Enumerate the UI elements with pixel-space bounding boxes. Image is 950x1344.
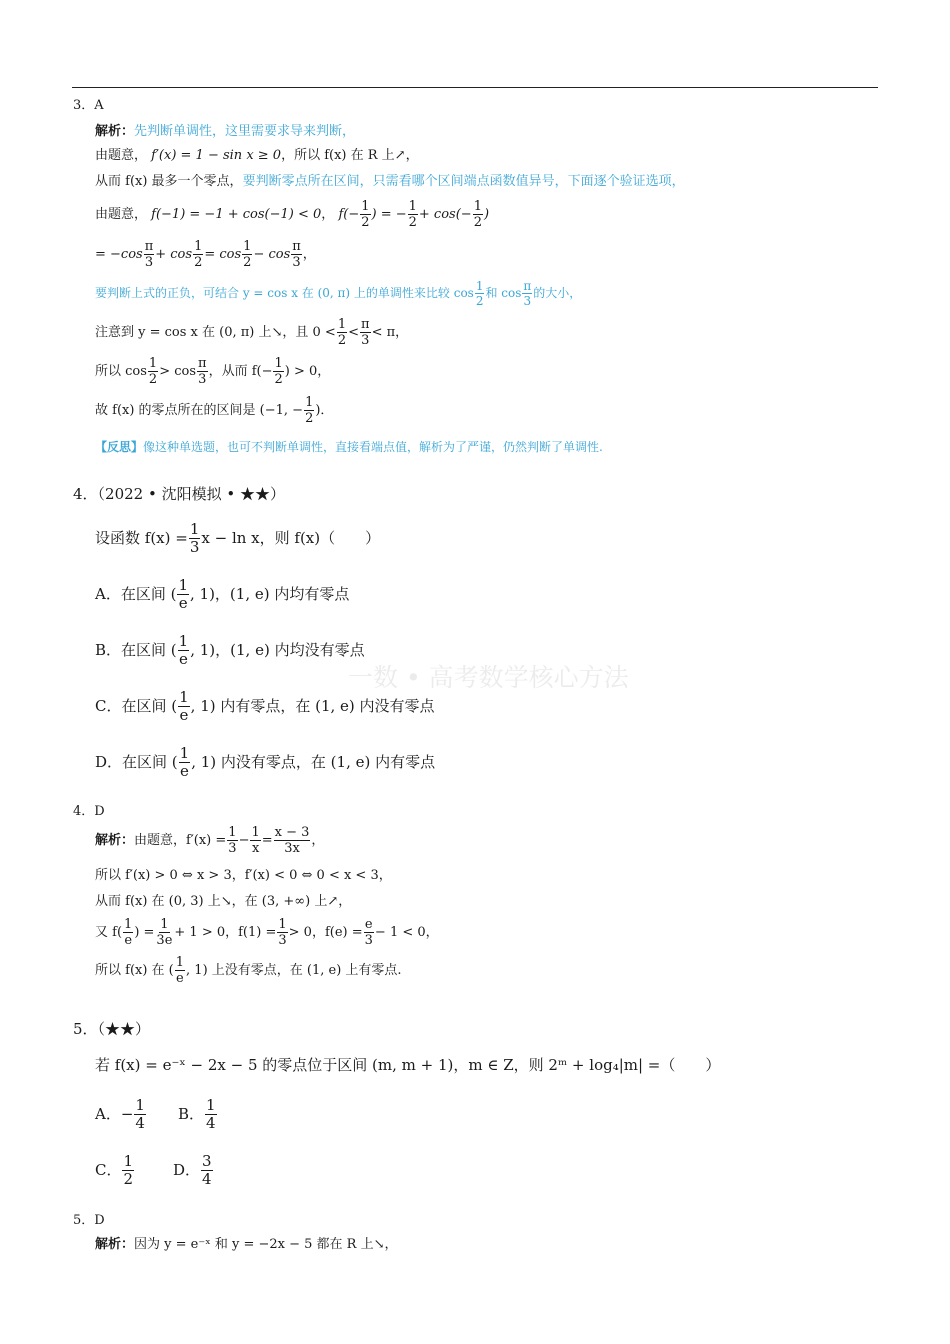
text: x − ln x，则 f(x)（ ） bbox=[201, 528, 381, 547]
q4-answer-line-3: 从而 f(x) 在 (0, 3) 上↘，在 (3, +∞) 上↗， bbox=[95, 894, 352, 909]
q3-line-8 bbox=[95, 394, 333, 426]
fraction: $\frac{\pi}{3}$ bbox=[292, 238, 301, 270]
q3-line-6 bbox=[95, 316, 408, 348]
note-text: 的大小， bbox=[533, 286, 582, 300]
formula: f(− bbox=[338, 206, 360, 222]
fraction: $\frac{\pi}{3}$ bbox=[361, 316, 370, 348]
text: )． bbox=[315, 402, 334, 418]
q5-answer-line-1 bbox=[95, 1238, 397, 1251]
q3-line-1 bbox=[95, 149, 419, 162]
fraction: $\frac{\pi}{3}$ bbox=[198, 355, 207, 387]
fraction: $\frac{1}{e}$ bbox=[178, 575, 188, 612]
fraction: $\frac{1}{2}$ bbox=[274, 355, 283, 387]
option-text: , 1) 内没有零点，在 (1, e) 内有零点 bbox=[191, 752, 436, 771]
q4-answer-line-2: 所以 f′(x) > 0 ⇔ x > 3，f′(x) < 0 ⇔ 0 < x < 3， bbox=[95, 868, 392, 883]
text: < π， bbox=[371, 324, 409, 340]
formula: = −cos bbox=[95, 246, 143, 262]
fraction: $\frac{1}{2}$ bbox=[475, 278, 484, 308]
formula: + cos(− bbox=[418, 206, 472, 222]
text: + 1 > 0，f(1) = bbox=[174, 924, 277, 940]
q5-option-b[interactable] bbox=[178, 1095, 218, 1133]
text: 由题意， bbox=[95, 148, 148, 163]
formula: f(−1) = −1 + cos(−1) < 0 bbox=[151, 206, 322, 222]
option-text: , 1)，(1, e) 内均没有零点 bbox=[190, 640, 365, 659]
formula: f′(x) = 1 − sin x ≥ 0 bbox=[151, 148, 282, 163]
text: , 1) 上没有零点，在 (1, e) 上有零点. bbox=[186, 962, 402, 978]
text: 从而 f(x) 最多一个零点， bbox=[95, 174, 243, 189]
fraction: $\frac{\pi}{3}$ bbox=[144, 238, 154, 270]
fraction: $\frac{1}{3e}$ bbox=[156, 916, 173, 948]
q4-answer-line-5 bbox=[95, 954, 402, 986]
q5-option-c[interactable] bbox=[95, 1151, 135, 1189]
analysis-label: 解析： bbox=[95, 1237, 135, 1252]
q3-line-7 bbox=[95, 355, 330, 387]
fraction: $\frac{1}{e}$ bbox=[175, 954, 185, 986]
fraction: $\frac{\pi}{3}$ bbox=[523, 278, 532, 308]
q3-line-4 bbox=[95, 238, 316, 270]
option-text: C．在区间 ( bbox=[95, 696, 178, 715]
text: 所以 f(x) 在 ( bbox=[95, 962, 174, 978]
formula: − cos bbox=[253, 246, 291, 262]
fraction: $\frac{1}{2}$ bbox=[148, 355, 158, 387]
formula: ) bbox=[483, 206, 490, 222]
top-rule bbox=[72, 87, 878, 88]
text: − 1 < 0， bbox=[374, 924, 439, 940]
note-text: 要判断上式的正负，可结合 y = cos x 在 (0, π) 上的单调性来比较 cos bbox=[95, 286, 474, 300]
option-text: D． bbox=[173, 1160, 201, 1179]
fraction: $\frac{1}{e}$ bbox=[179, 743, 190, 780]
analysis-label: 解析： bbox=[95, 832, 135, 848]
formula: = cos bbox=[204, 246, 242, 262]
text: ， bbox=[311, 832, 325, 848]
analysis-label: 解析： bbox=[95, 124, 135, 139]
q3-line-5 bbox=[95, 277, 581, 309]
text: 由题意， bbox=[95, 206, 148, 222]
fraction: $\frac{1}{2}$ bbox=[243, 238, 252, 270]
text: ) = bbox=[134, 924, 155, 940]
q3-line-3 bbox=[95, 198, 489, 230]
option-text: A．− bbox=[95, 1104, 134, 1123]
fraction: $\frac{1}{3}$ bbox=[189, 519, 200, 556]
q4-option-a[interactable] bbox=[95, 576, 349, 612]
option-text: A．在区间 ( bbox=[95, 584, 177, 603]
text: ，从而 f(− bbox=[208, 363, 273, 379]
fraction: $\frac{1}{4}$ bbox=[206, 1095, 216, 1132]
fraction: $\frac{1}{e}$ bbox=[179, 687, 189, 724]
text: ， bbox=[321, 206, 335, 222]
text: 由题意，f′(x) = bbox=[134, 832, 227, 848]
q3-line-2 bbox=[95, 175, 685, 188]
text: 所以 cos bbox=[95, 363, 147, 379]
q4-answer-line-1 bbox=[95, 824, 324, 856]
fraction: $\frac{1}{x}$ bbox=[251, 824, 260, 856]
text: 又 f( bbox=[95, 924, 123, 940]
fraction: $\frac{1}{2}$ bbox=[361, 198, 370, 230]
text: ， bbox=[302, 246, 316, 262]
q4-header: 4．（2022 • 沈阳模拟 • ★★） bbox=[73, 485, 285, 503]
option-text: , 1)，(1, e) 内均有零点 bbox=[190, 584, 350, 603]
q3-analysis-line bbox=[95, 125, 355, 138]
fraction: $\frac{1}{3}$ bbox=[228, 824, 237, 856]
fraction: $\frac{1}{2}$ bbox=[305, 394, 314, 426]
reflection-label: 【反思】 bbox=[95, 440, 144, 454]
text: − bbox=[238, 832, 250, 848]
fraction: $\frac{x - 3}{3x}$ bbox=[274, 824, 310, 856]
option-text: D．在区间 ( bbox=[95, 752, 178, 771]
option-text: B．在区间 ( bbox=[95, 640, 177, 659]
option-text: , 1) 内有零点，在 (1, e) 内没有零点 bbox=[190, 696, 435, 715]
q5-option-a[interactable] bbox=[95, 1095, 147, 1133]
fraction: $\frac{1}{e}$ bbox=[124, 916, 133, 948]
fraction: $\frac{1}{e}$ bbox=[178, 631, 189, 668]
note-text: 和 cos bbox=[485, 286, 522, 300]
fraction: $\frac{1}{4}$ bbox=[135, 1095, 145, 1132]
option-text: C． bbox=[95, 1160, 122, 1179]
text: > 0，f(e) = bbox=[288, 924, 363, 940]
q4-option-c[interactable] bbox=[95, 688, 435, 724]
q4-option-d[interactable] bbox=[95, 744, 435, 780]
text: = bbox=[261, 832, 273, 848]
q4-answer-line-4 bbox=[95, 916, 439, 948]
fraction: $\frac{3}{4}$ bbox=[202, 1151, 212, 1188]
q3-answer-header: 3．A bbox=[73, 98, 104, 113]
note-text: 要判断零点所在区间，只需看哪个区间端点函数值异号，下面逐个验证选项， bbox=[242, 174, 685, 189]
analysis-note: 先判断单调性，这里需要求导来判断， bbox=[134, 124, 356, 139]
fraction: $\frac{1}{2}$ bbox=[123, 1151, 134, 1188]
fraction: $\frac{1}{2}$ bbox=[408, 198, 417, 230]
text: 设函数 f(x) = bbox=[95, 528, 188, 547]
text: ，所以 f(x) 在 R 上↗， bbox=[281, 148, 419, 163]
q5-stem: 若 f(x) = e⁻ˣ − 2x − 5 的零点位于区间 (m, m + 1)，m ∈ Z，则 2ᵐ + log₄|m| =（ ） bbox=[95, 1056, 721, 1074]
fraction: $\frac{1}{2}$ bbox=[337, 316, 347, 348]
fraction: $\frac{1}{2}$ bbox=[473, 198, 482, 230]
text: > cos bbox=[159, 363, 197, 379]
option-text: B． bbox=[178, 1104, 205, 1123]
q4-option-b[interactable] bbox=[95, 632, 365, 668]
text: 故 f(x) 的零点所在的区间是 (−1, − bbox=[95, 402, 304, 418]
fraction: $\frac{1}{3}$ bbox=[278, 916, 287, 948]
q5-option-d[interactable] bbox=[173, 1151, 214, 1189]
q5-header: 5．（★★） bbox=[73, 1020, 151, 1038]
fraction: $\frac{e}{3}$ bbox=[364, 916, 373, 948]
reflection-text: 像这种单选题，也可不判断单调性，直接看端点值，解析为了严谨，仍然判断了单调性. bbox=[143, 440, 603, 454]
formula: ) = − bbox=[371, 206, 407, 222]
q4-answer-header: 4．D bbox=[73, 804, 105, 819]
text: 注意到 y = cos x 在 (0, π) 上↘，且 0 < bbox=[95, 324, 336, 340]
formula: + cos bbox=[155, 246, 193, 262]
text: < bbox=[348, 324, 360, 340]
watermark: 一数 • 高考数学核心方法 bbox=[348, 663, 629, 692]
text: ) > 0， bbox=[284, 363, 331, 379]
fraction: $\frac{1}{2}$ bbox=[194, 238, 203, 270]
q4-stem bbox=[95, 520, 380, 556]
q3-reflection bbox=[95, 441, 603, 453]
q5-answer-header: 5．D bbox=[73, 1213, 105, 1228]
text: 因为 y = e⁻ˣ 和 y = −2x − 5 都在 R 上↘， bbox=[134, 1237, 398, 1252]
